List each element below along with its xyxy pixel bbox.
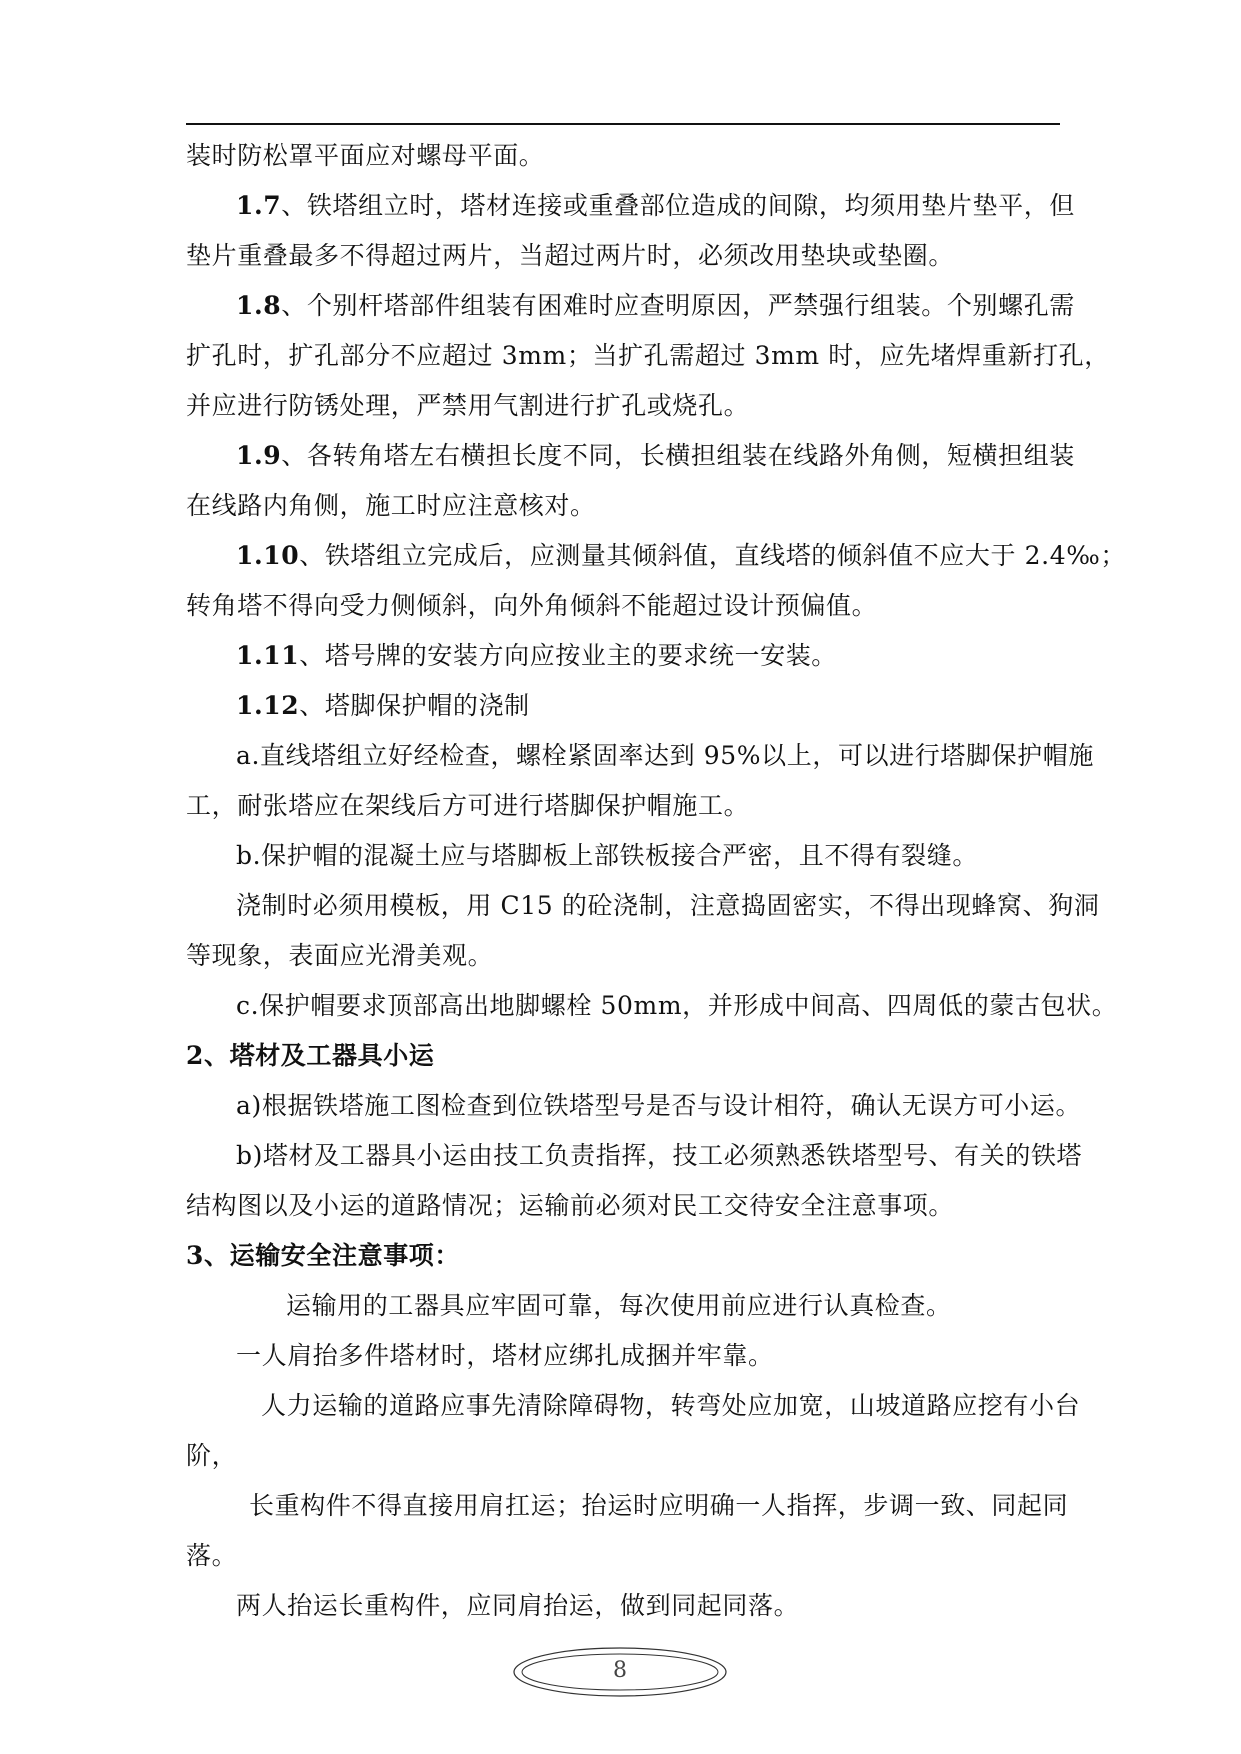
item-a: a.直线塔组立好经检查，螺栓紧固率达到 95%以上，可以进行塔脚保护帽施 [236,741,1094,770]
paragraph-line: 落。 [186,1541,238,1570]
section-1-11: 1.11、塔号牌的安装方向应按业主的要求统一安装。 [236,641,837,670]
paragraph-line: 扩孔时，扩孔部分不应超过 3mm；当扩孔需超过 3mm 时，应先堵焊重新打孔， [186,341,1110,370]
paragraph-line: 装时防松罩平面应对螺母平面。 [186,141,545,170]
section-number: 1.7 [236,191,282,220]
section-1-9: 1.9、各转角塔左右横担长度不同，长横担组装在线路外角侧，短横担组装 [236,441,1075,470]
section-number: 1.11 [236,641,300,670]
paragraph-line: 浇制时必须用模板，用 C15 的砼浇制，注意捣固密实，不得出现蜂窝、狗洞 [236,891,1100,920]
section-number: 1.12 [236,691,300,720]
paragraph-line: 垫片重叠最多不得超过两片，当超过两片时，必须改用垫块或垫圈。 [186,241,955,270]
paragraph-line: 结构图以及小运的道路情况；运输前必须对民工交待安全注意事项。 [186,1191,955,1220]
paragraph-line: 工，耐张塔应在架线后方可进行塔脚保护帽施工。 [186,791,750,820]
section-number: 1.9 [236,441,282,470]
item-c: c.保护帽要求顶部高出地脚螺栓 50mm，并形成中间高、四周低的蒙古包状。 [236,991,1118,1020]
section-heading-2: 2、塔材及工器具小运 [186,1041,435,1070]
page-footer [510,1644,730,1704]
section-number: 1.8 [236,291,282,320]
section-1-7: 1.7、铁塔组立时，塔材连接或重叠部位造成的间隙，均须用垫片垫平，但 [236,191,1075,220]
page-number: 8 [613,1658,627,1683]
paragraph-line: 转角塔不得向受力侧倾斜，向外角倾斜不能超过设计预偏值。 [186,591,878,620]
paragraph-line: 长重构件不得直接用肩扛运；抬运时应明确一人指挥，步调一致、同起同 [249,1491,1069,1520]
paragraph-line: 运输用的工器具应牢固可靠，每次使用前应进行认真检查。 [286,1291,952,1320]
item-b: b)塔材及工器具小运由技工负责指挥，技工必须熟悉铁塔型号、有关的铁塔 [236,1141,1083,1170]
section-1-12: 1.12、塔脚保护帽的浇制 [236,691,530,720]
section-1-8: 1.8、个别杆塔部件组装有困难时应查明原因，严禁强行组装。个别螺孔需 [236,291,1075,320]
item-a: a)根据铁塔施工图检查到位铁塔型号是否与设计相符，确认无误方可小运。 [236,1091,1082,1120]
paragraph-line: 在线路内角侧，施工时应注意核对。 [186,491,596,520]
section-heading-3: 3、运输安全注意事项： [186,1241,460,1270]
paragraph-line: 并应进行防锈处理，严禁用气割进行扩孔或烧孔。 [186,391,750,420]
paragraph-line: 阶， [186,1441,238,1470]
section-1-10: 1.10、铁塔组立完成后，应测量其倾斜值，直线塔的倾斜值不应大于 2.4‰； [236,541,1126,570]
paragraph-line: 一人肩抬多件塔材时，塔材应绑扎成捆并牢靠。 [236,1341,774,1370]
paragraph-line: 等现象，表面应光滑美观。 [186,941,494,970]
paragraph-line: 两人抬运长重构件，应同肩抬运，做到同起同落。 [236,1591,800,1620]
item-b: b.保护帽的混凝土应与塔脚板上部铁板接合严密，且不得有裂缝。 [236,841,978,870]
section-number: 1.10 [236,541,300,570]
paragraph-line: 人力运输的道路应事先清除障碍物，转弯处应加宽，山坡道路应挖有小台 [261,1391,1081,1420]
header-rule [186,123,1060,125]
